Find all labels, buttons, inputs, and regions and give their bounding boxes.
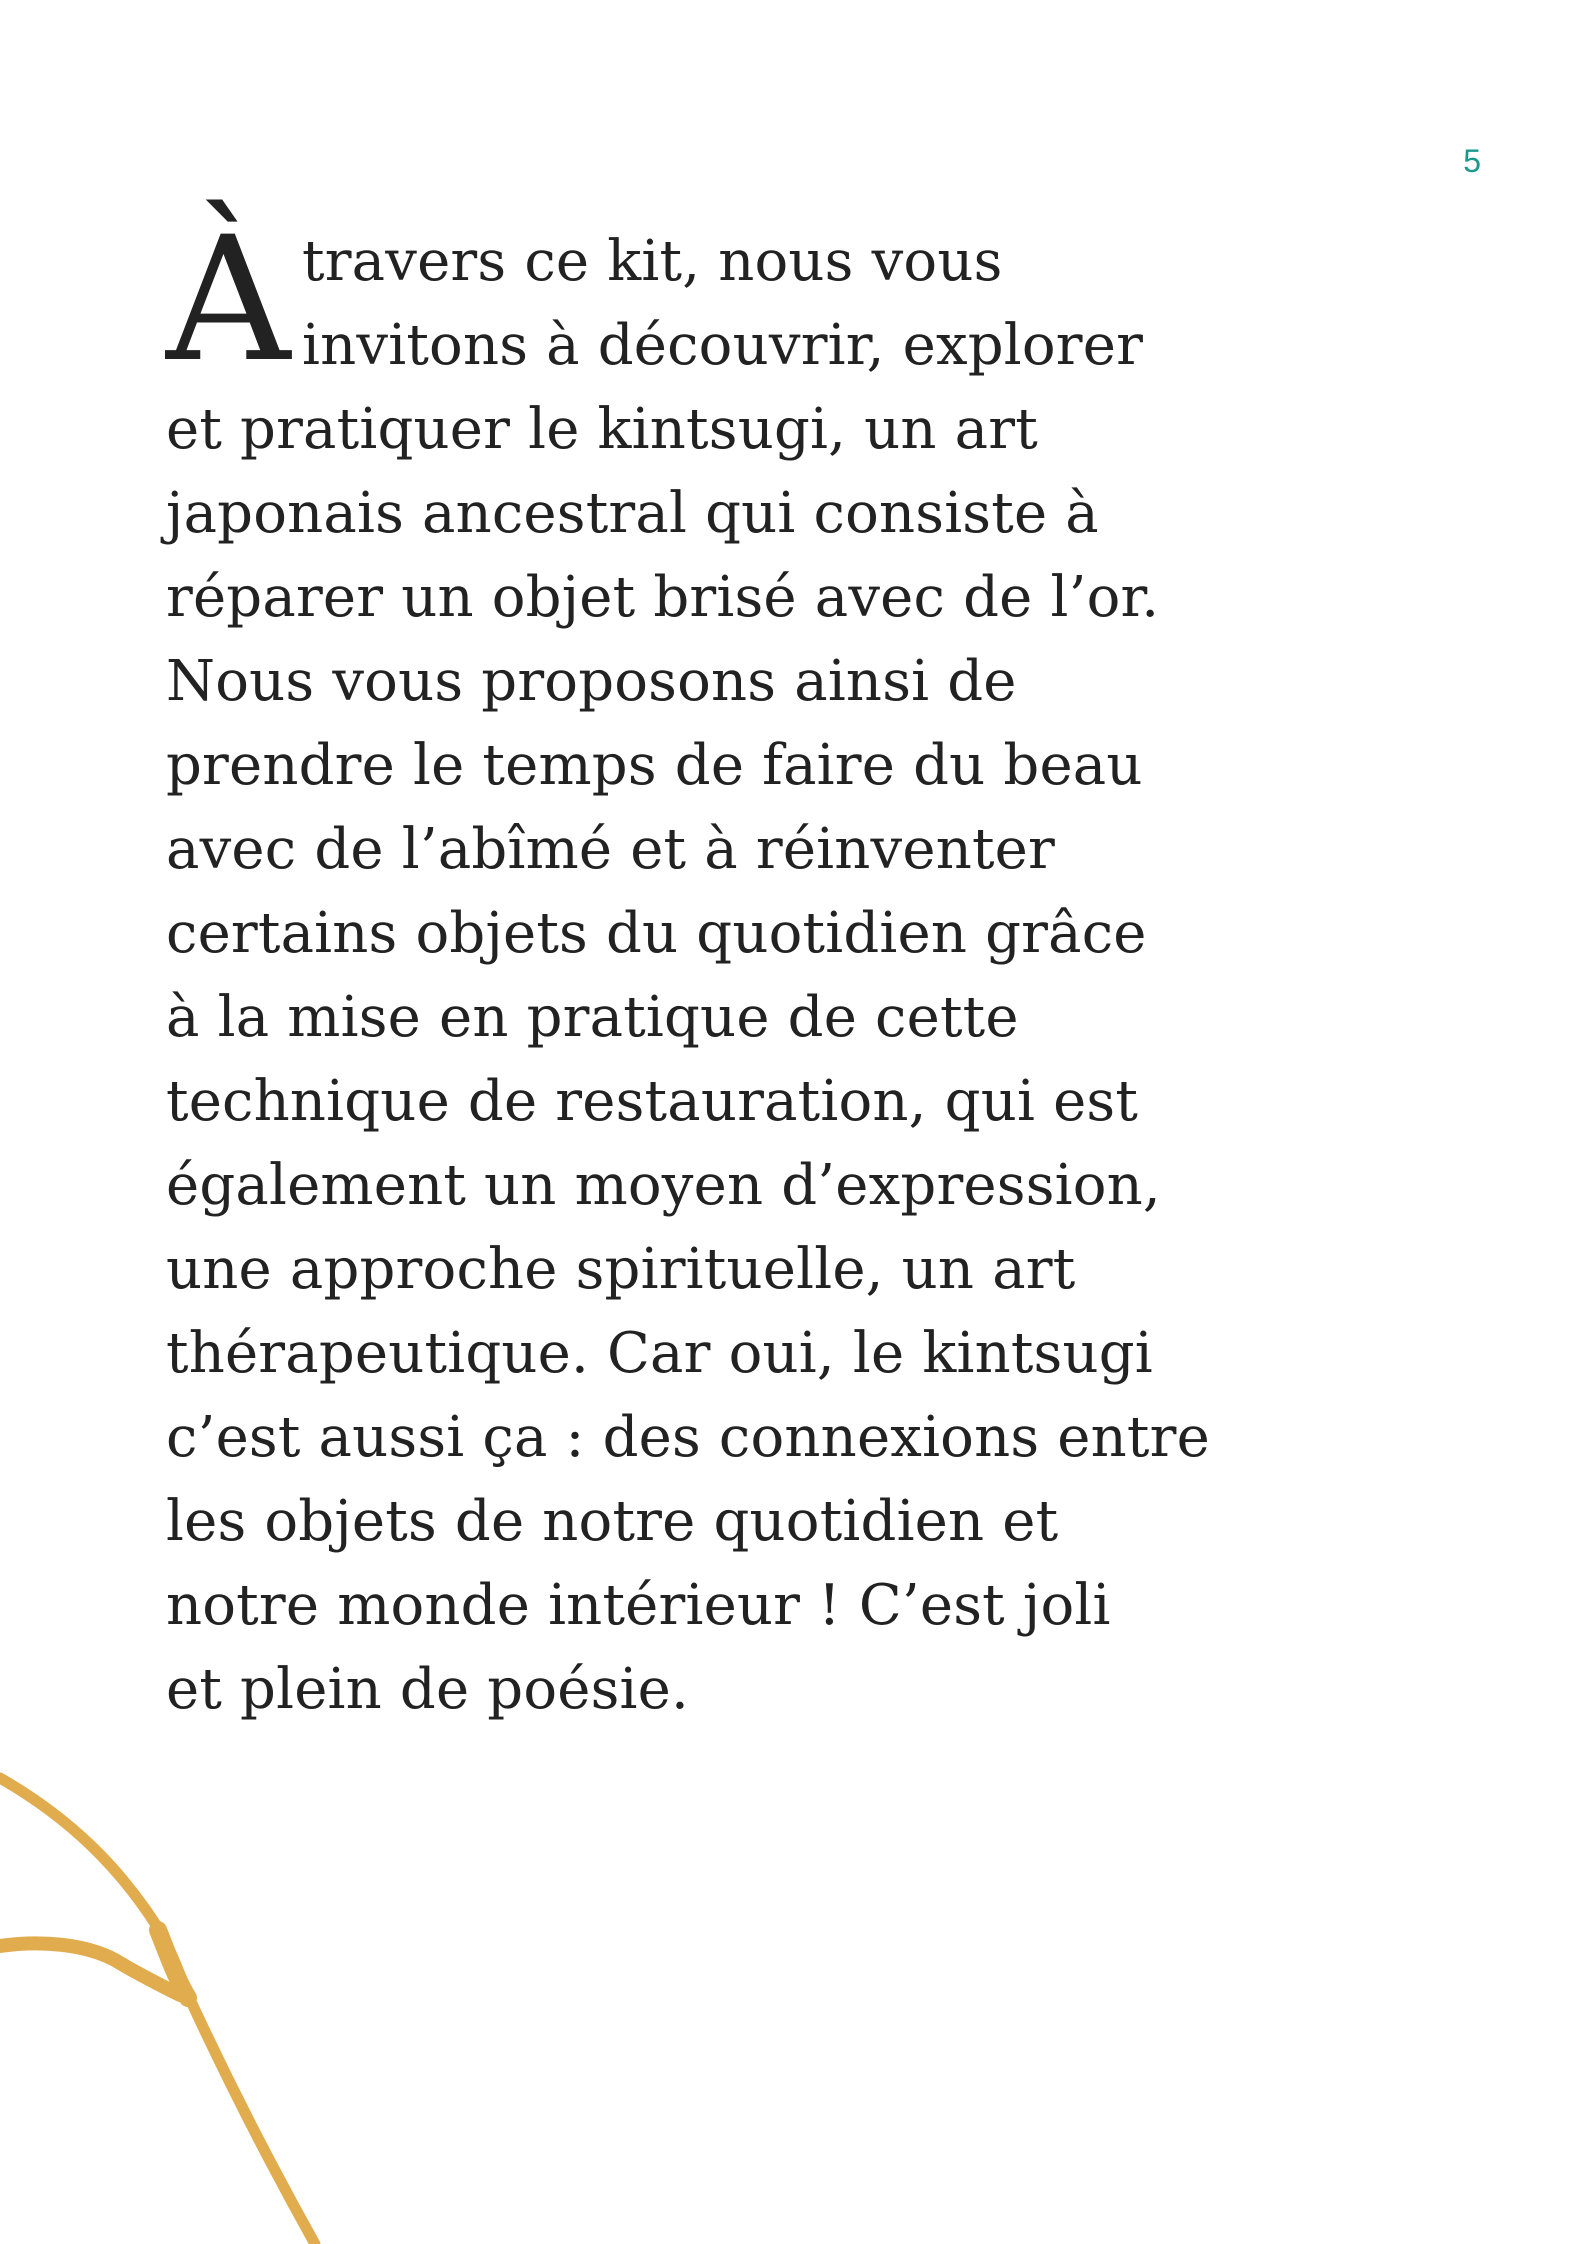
body-paragraph	[166, 199, 1486, 1732]
paragraph-line: et pratiquer le kintsugi, un art	[166, 397, 1038, 462]
paragraph-line: Nous vous proposons ainsi de	[166, 649, 1017, 714]
paragraph-line: prendre le temps de faire du beau	[166, 733, 1143, 798]
paragraph-line: c’est aussi ça : des connexions entre	[166, 1405, 1210, 1470]
paragraph-line: thérapeutique. Car oui, le kintsugi	[166, 1321, 1153, 1386]
paragraph-line: travers ce kit, nous vous	[302, 229, 1003, 294]
paragraph-line: réparer un objet brisé avec de l’or.	[166, 565, 1160, 630]
paragraph-line: notre monde intérieur ! C’est joli	[166, 1573, 1111, 1638]
paragraph-line: certains objets du quotidien grâce	[166, 901, 1147, 966]
paragraph-line: également un moyen d’expression,	[166, 1153, 1161, 1218]
drop-cap: À	[166, 199, 291, 400]
paragraph-line: à la mise en pratique de cette	[166, 985, 1019, 1050]
paragraph-line: les objets de notre quotidien et	[166, 1489, 1059, 1554]
paragraph-line: japonais ancestral qui consiste à	[166, 481, 1099, 546]
paragraph-line: avec de l’abîmé et à réinventer	[166, 817, 1055, 882]
paragraph-line: invitons à découvrir, explorer	[302, 313, 1144, 378]
paragraph-line: une approche spirituelle, un art	[166, 1237, 1076, 1302]
drop-cap-row	[166, 199, 1486, 400]
paragraph-line: et plein de poésie.	[166, 1657, 690, 1722]
page-number: 5	[1463, 143, 1481, 179]
paragraph-line: technique de restauration, qui est	[166, 1069, 1139, 1134]
